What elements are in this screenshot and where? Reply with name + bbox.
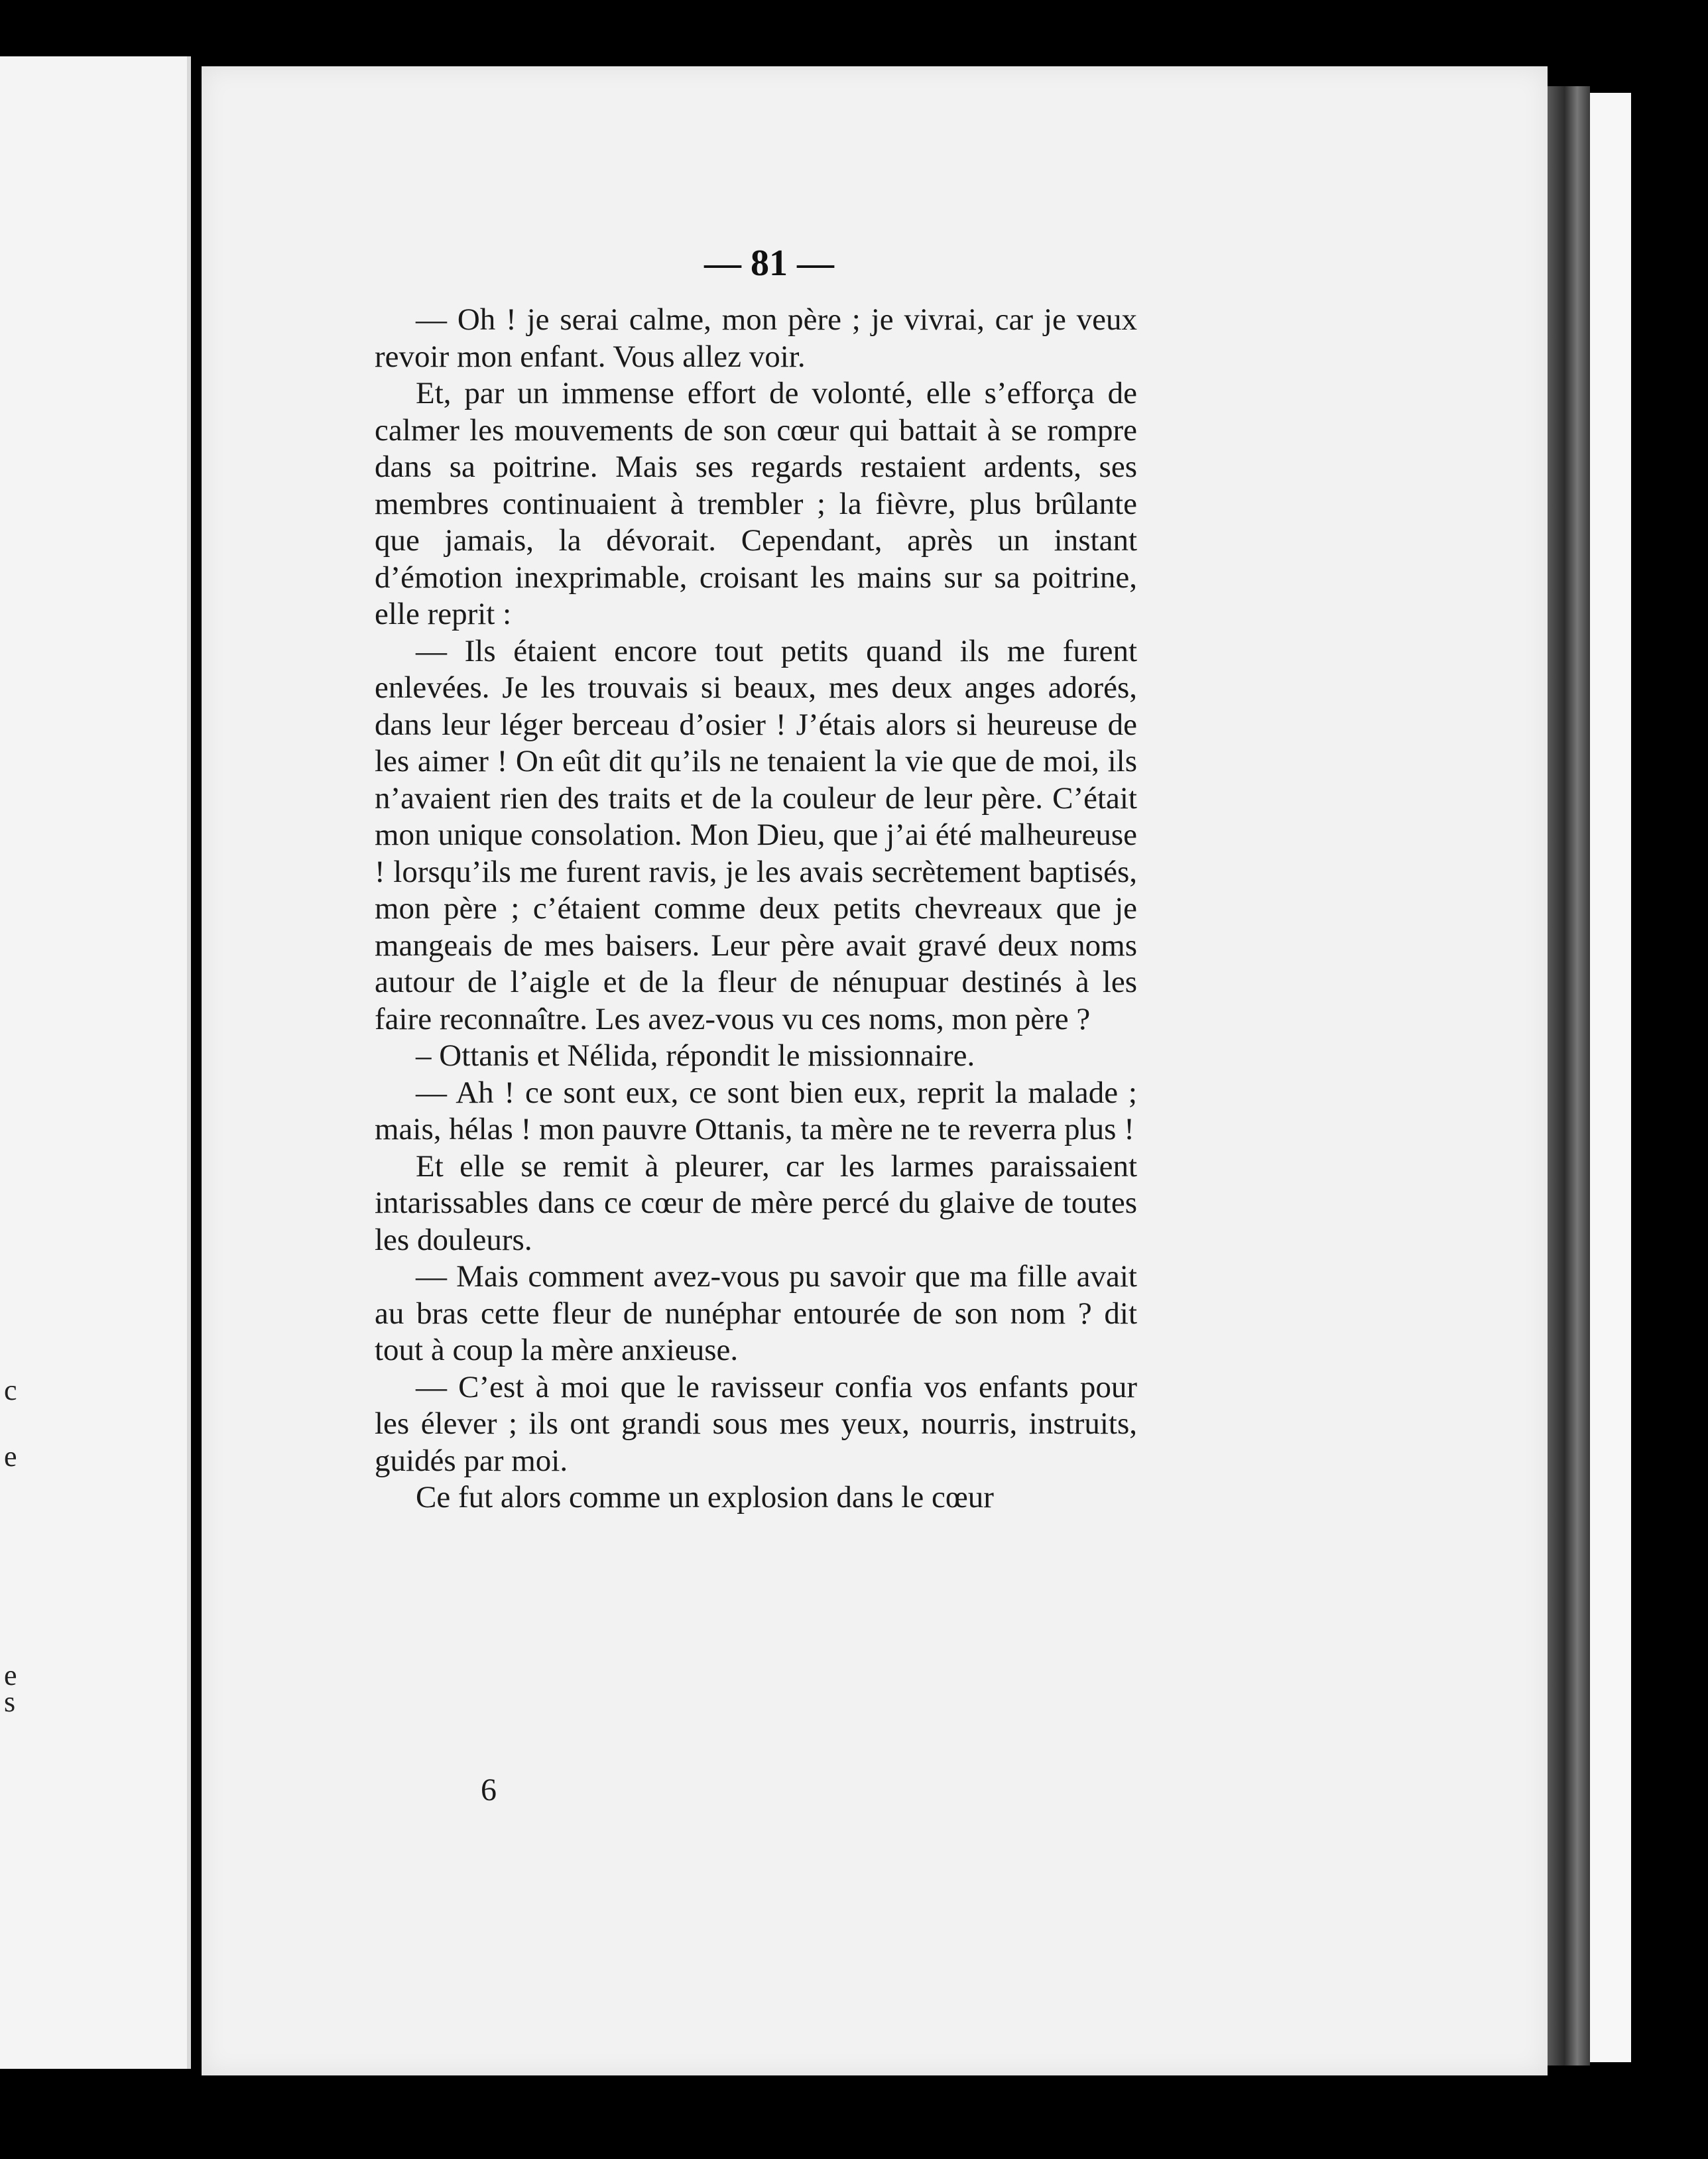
paragraph: — Ils étaient encore tout petits quand ils me furent enlevées. Je les trouvais si beaux, mes deux anges adorés, dans leur léger berceau d’osier ! J’étais alors si heureuse de les aimer ! On eût dit qu’ils ne tenaient la vie que de moi, ils n’avaient rien des traits et de la couleur de leur père. C’était mon unique consolation. Mon Dieu, que j’ai été malheureuse ! lorsqu’ils me furent ravis, je les avais secrètement baptisés, mon père ; c’étaient comme deux petits chevreaux que je mangeais de mes baisers. Leur père avait gravé deux noms autour de l’aigle et de la fleur de nénupuar destinés à les faire reconnaître. Les avez-vous vu ces noms, mon père ? <box>375 633 1137 1036</box>
paragraph: — Oh ! je serai calme, mon père ; je vivrai, car je veux revoir mon enfant. Vous allez voir. <box>375 302 1137 374</box>
left-page-fragment: e <box>4 1659 17 1692</box>
paragraph: Et, par un immense effort de volonté, elle s’efforça de calmer les mouvements de son cœur qui battait à se rompre dans sa poitrine. Mais ses regards restaient ardents, ses membres continuaient à trembler ; la fièvre, plus brûlante que jamais, la dévorait. Cependant, après un instant d’émotion inexprimable, croisant les mains sur sa poitrine, elle reprit : <box>375 376 1137 631</box>
paragraph: — C’est à moi que le ravisseur confia vos enfants pour les élever ; ils ont grandi sous mes yeux, nourris, instruits, guidés par moi. <box>375 1369 1137 1478</box>
left-page-fragment: e <box>4 1440 17 1473</box>
paragraph: Et elle se remit à pleurer, car les larmes paraissaient intarissables dans ce cœur de mère percé du glaive de toutes les douleurs. <box>375 1148 1137 1257</box>
left-page-fragment: c <box>4 1374 17 1406</box>
paragraph: — Ah ! ce sont eux, ce sont bien eux, reprit la malade ; mais, hélas ! mon pauvre Ottanis, ta mère ne te reverra plus ! <box>375 1075 1137 1146</box>
paragraph: Ce fut alors comme un explosion dans le cœur <box>416 1480 994 1514</box>
paragraph: – Ottanis et Nélida, répondit le missionnaire. <box>416 1038 975 1073</box>
paragraph: — Mais comment avez-vous pu savoir que ma fille avait au bras cette fleur de nunéphar entourée de son nom ? dit tout à coup la mère anxieuse. <box>375 1259 1137 1367</box>
previous-page-edge <box>0 56 191 2069</box>
page-stack-edge <box>1548 86 1590 2066</box>
signature-mark: 6 <box>481 1772 497 1808</box>
page-stack-margin <box>1590 93 1631 2062</box>
page-text <box>375 302 1137 1516</box>
page-number: — 81 — <box>704 243 834 284</box>
left-page-fragment: s <box>4 1686 16 1718</box>
